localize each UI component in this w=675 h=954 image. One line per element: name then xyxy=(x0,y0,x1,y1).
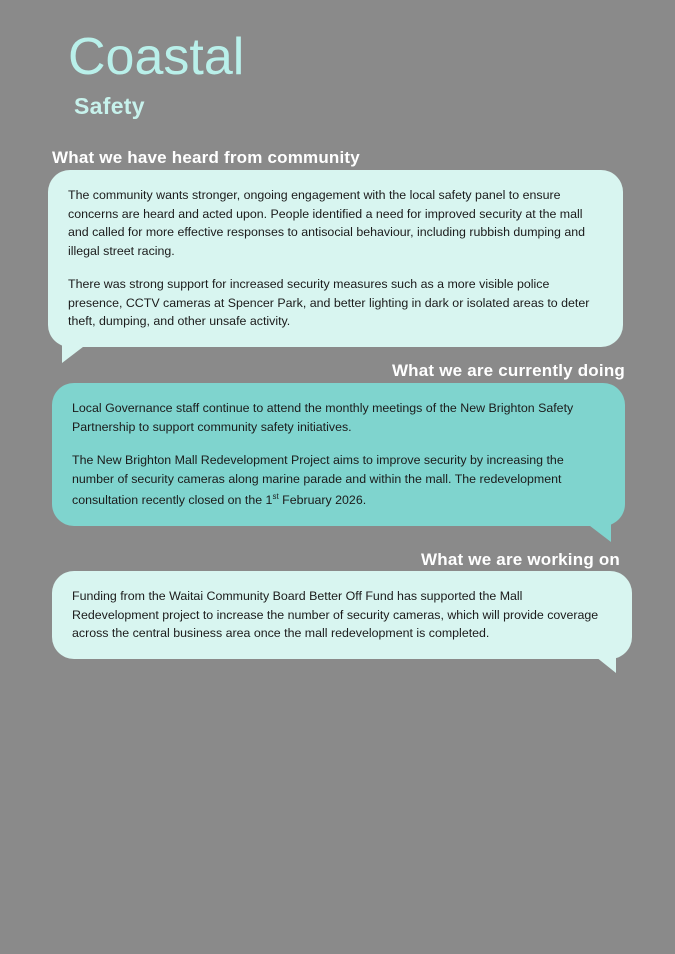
page-title: Coastal xyxy=(68,28,245,86)
bubble-tail-icon xyxy=(62,337,96,363)
bubble-tail-icon xyxy=(586,649,616,673)
section-heading-working-on: What we are working on xyxy=(421,550,620,569)
page-subtitle: Safety xyxy=(74,93,145,119)
section-heading-community: What we have heard from community xyxy=(52,148,360,167)
speech-bubble-community xyxy=(48,170,623,347)
bubble-paragraph: There was strong support for increased security measures such as a more visible police presence, CCTV cameras at Spencer Park, and better lighting in dark or isolated areas to deter theft, dumping, and other unsafe activity. xyxy=(68,277,590,328)
title-block xyxy=(68,28,244,120)
bubble-paragraph: Funding from the Waitai Community Board Better Off Fund has supported the Mall Redevelopment project to increase the number of security cameras, which will provide coverage across the central business area once the mall redevelopment is completed. xyxy=(72,589,599,640)
speech-bubble-current xyxy=(52,383,625,526)
bubble-paragraph: The New Brighton Mall Redevelopment Project aims to improve security by increasing the number of security cameras along marine parade and within the mall. The redevelopment consultation recently closed on the 1st February 2026. xyxy=(72,453,564,508)
bubble-paragraph: The community wants stronger, ongoing engagement with the local safety panel to ensure concerns are heard and acted upon. People identified a need for improved security at the mall and called for more effective responses to antisocial behaviour, including rubbish dumping and illegal street racing. xyxy=(68,188,586,258)
bubble-tail-icon xyxy=(577,516,611,542)
bubble-paragraph: Local Governance staff continue to attend the monthly meetings of the New Brighton Safety Partnership to support community safety initiatives. xyxy=(72,401,574,434)
speech-bubble-working-on xyxy=(52,571,632,659)
section-heading-current: What we are currently doing xyxy=(391,361,625,380)
